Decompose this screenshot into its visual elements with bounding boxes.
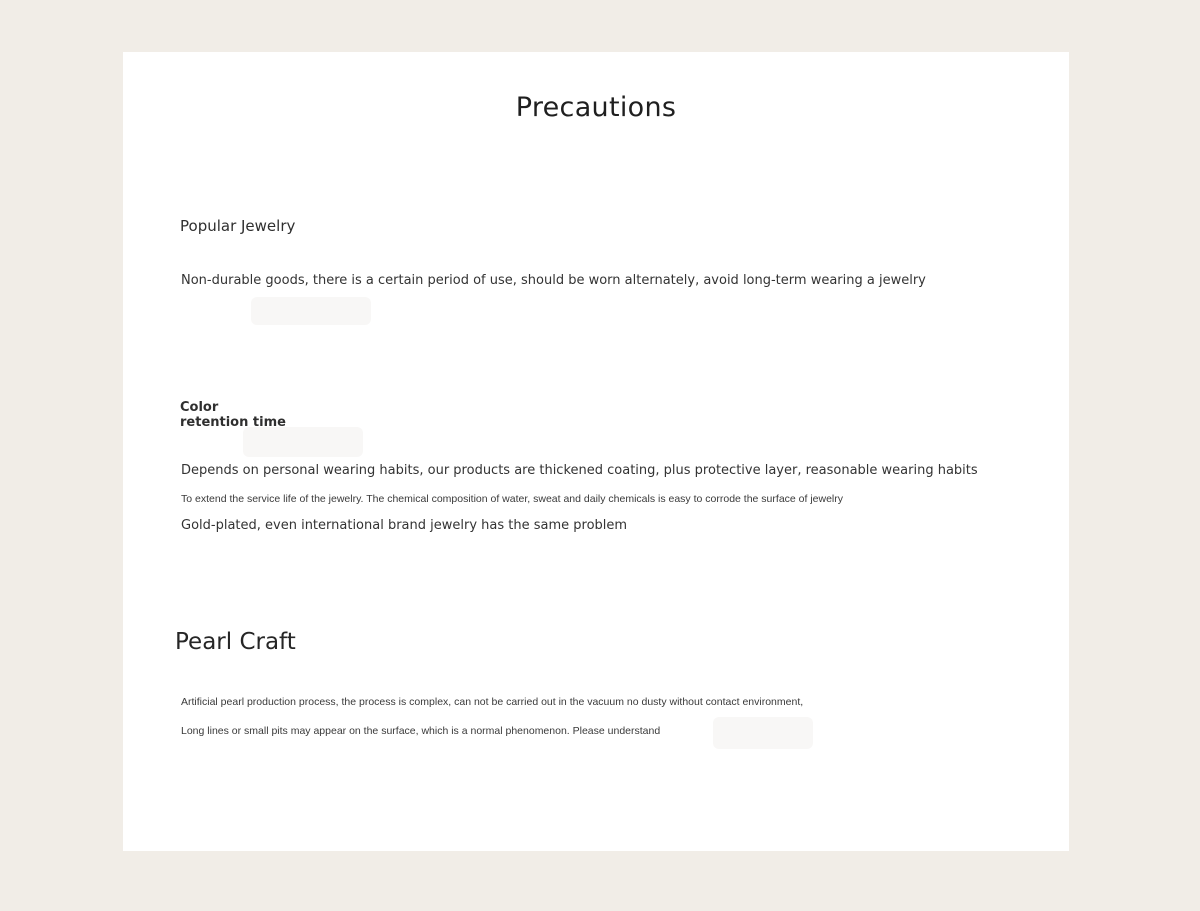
faint-decoration xyxy=(251,297,371,325)
pearl-craft-line-1: Artificial pearl production process, the process is complex, can not be carried out in the vacuum no dusty without contact environment, xyxy=(181,696,804,708)
faint-decoration xyxy=(713,717,813,749)
popular-jewelry-text: Non-durable goods, there is a certain period of use, should be worn alternately, avoid long-term wearing a jewelry xyxy=(181,273,926,288)
color-retention-heading: Color retention time xyxy=(180,400,286,430)
color-retention-line-2: To extend the service life of the jewelry. The chemical composition of water, sweat and daily chemicals is easy to corrode the surface of jewelry xyxy=(181,493,844,505)
color-retention-line-1: Depends on personal wearing habits, our products are thickened coating, plus protective layer, reasonable wearing habits xyxy=(181,463,978,478)
pearl-craft-line-2: Long lines or small pits may appear on the surface, which is a normal phenomenon. Please understand xyxy=(181,725,661,737)
faint-decoration xyxy=(243,427,363,457)
popular-jewelry-heading: Popular Jewelry xyxy=(180,217,296,235)
pearl-craft-heading: Pearl Craft xyxy=(175,629,296,655)
precautions-card xyxy=(123,52,1069,851)
page-title: Precautions xyxy=(515,92,677,123)
color-retention-line-3: Gold-plated, even international brand jewelry has the same problem xyxy=(181,518,628,533)
